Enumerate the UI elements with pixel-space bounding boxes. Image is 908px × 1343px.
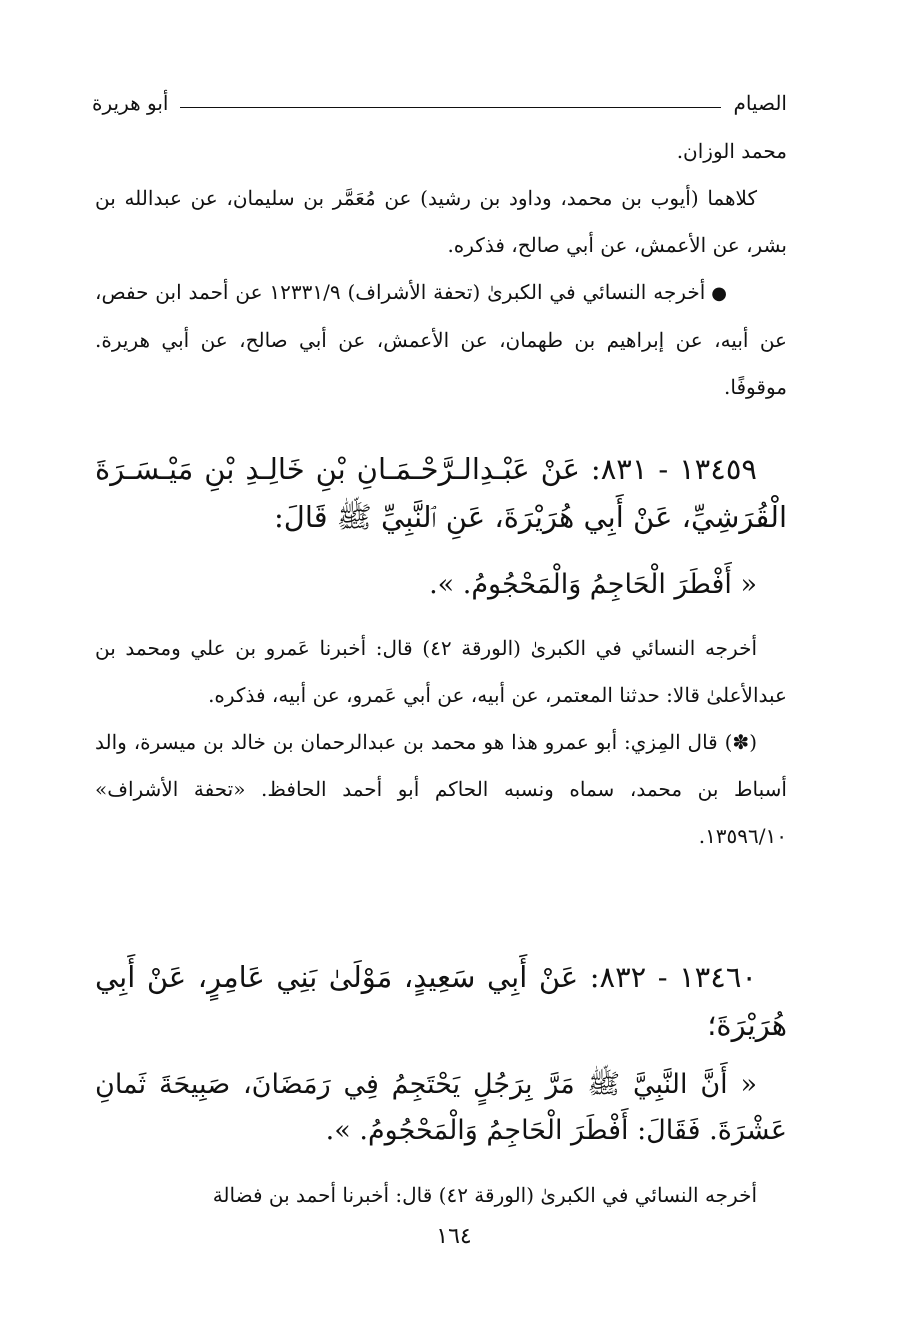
hadith-quote-text: « أَنَّ النَّبِيَّ ﷺ مَرَّ بِرَجُلٍ يَحْتَجِمُ فِي رَمَضَانَ، صَبِيحَةَ ثَمانِ عَشْرَةَ. فَقَالَ: أَفْطَرَ الْحَاجِمُ وَالْمَحْجُومُ. ». — [95, 1069, 787, 1146]
intro-line: محمد الوزان. — [676, 139, 787, 163]
page-number: ١٦٤ — [436, 1224, 472, 1249]
takhrij-text: أخرجه النسائي في الكبرىٰ (تحفة الأشراف) ١٢٣٣١/٩ عن أحمد ابن حفص، عن أبيه، عن إبراهيم بن طهمان، عن الأعمش، عن أبي صالح، عن أبي هريرة. موقوفًا. — [95, 280, 787, 399]
footnote-paragraph: (✽) قال المِزي: أبو عمرو هذا هو محمد بن عبدالرحمان بن خالد بن ميسرة، والد أسباط بن محمد، سماه ونسبه الحاكم أبو أحمد الحافظ. «تحفة الأشراف» ١٣٥٩٦/١٠. — [95, 730, 787, 848]
hadith-1460-quote — [95, 1062, 787, 1154]
hadith-1459-heading — [95, 445, 787, 541]
hadith-1459-quote — [95, 562, 787, 608]
takhrij-paragraph: أخرجه النسائي في الكبرىٰ (الورقة ٤٢) قال: أخبرنا عَمرو بن علي ومحمد بن عبدالأعلىٰ قالا: حدثنا المعتمر، عن أبيه، عن أبي عَمرو، عن أبيه، فذكره. — [95, 636, 787, 707]
hadith-1460-commentary — [95, 1172, 787, 1219]
header-chapter-title: الصيام — [733, 91, 787, 115]
bullet-icon: ● — [711, 283, 727, 304]
header-section-title: أبو هريرة — [92, 91, 169, 115]
hadith-1459-commentary — [95, 625, 787, 860]
header-rule — [180, 107, 721, 108]
running-header — [92, 88, 787, 118]
hadith-1460-heading — [95, 953, 787, 1049]
intro-paragraph: كلاهما (أيوب بن محمد، وداود بن رشيد) عن مُعَمَّر بن سليمان، عن عبدالله بن بشر، عن الأعمش، عن أبي صالح، فذكره. — [95, 186, 787, 257]
intro-block — [95, 128, 787, 411]
hadith-quote-text: « أَفْطَرَ الْحَاجِمُ وَالْمَحْجُومُ. ». — [429, 569, 757, 600]
takhrij-paragraph — [95, 269, 787, 411]
hadith-heading-text: ١٣٤٦٠ - ٨٣٢: عَنْ أَبِي سَعِيدٍ، مَوْلَىٰ بَنِي عَامِرٍ، عَنْ أَبِي هُرَيْرَةَ؛ — [95, 960, 787, 1042]
takhrij-paragraph: أخرجه النسائي في الكبرىٰ (الورقة ٤٢) قال: أخبرنا أحمد بن فضالة — [212, 1183, 757, 1207]
hadith-heading-text: ١٣٤٥٩ - ٨٣١: عَنْ عَبْـدِالـرَّحْـمَـانِ بْنِ خَالِـدِ بْنِ مَيْـسَـرَةَ الْقُرَشِيِّ، عَنْ أَبِي هُرَيْرَةَ، عَنِ ٱلنَّبِيِّ ﷺ قَالَ: — [95, 452, 787, 534]
